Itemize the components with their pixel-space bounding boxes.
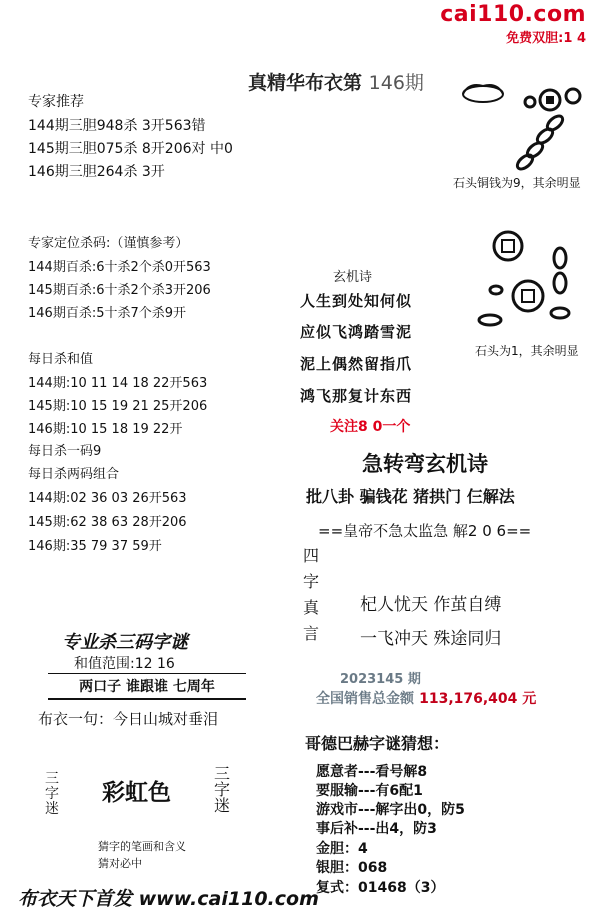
gold-dan: 金胆：4 bbox=[316, 841, 368, 857]
expert-row: 144期三胆948杀 3开563错 bbox=[28, 118, 206, 134]
three-char-left bbox=[44, 772, 60, 817]
banner-line: 两口子 谁跟谁 七周年 bbox=[48, 673, 246, 700]
goedel-row: 事后补---出4，防3 bbox=[316, 821, 437, 837]
position-kill-heading: 专家定位杀码:（谨慎参考） bbox=[28, 236, 189, 251]
stats-amount: 113,176,404 元 bbox=[419, 691, 537, 707]
four-words-line: 杞人忧天 作茧自缚 bbox=[360, 595, 502, 615]
daily-sum-row: 146期:10 15 18 19 22开 bbox=[28, 422, 183, 437]
expert-row: 145期三胆075杀 8开206对 中0 bbox=[28, 141, 233, 157]
stats-line bbox=[316, 688, 536, 708]
daily-kill-one: 每日杀一码9 bbox=[28, 444, 102, 459]
three-char-left-char: 迷 bbox=[45, 801, 59, 817]
position-kill-row: 146期百杀:5十杀7个杀9开 bbox=[28, 306, 187, 321]
three-char-right-char: 迷 bbox=[214, 796, 231, 815]
free-double-label: 免费双胆:1 4 bbox=[506, 31, 586, 46]
daily-combo-row: 144期:02 36 03 26开563 bbox=[28, 491, 187, 506]
riddle-hint: 猜字的笔画和含义 bbox=[98, 840, 186, 853]
xuanji-line: 鸿飞那复计东西 bbox=[300, 387, 413, 405]
daily-combo-row: 146期:35 79 37 59开 bbox=[28, 539, 162, 554]
three-char-right-char: 字 bbox=[214, 780, 231, 799]
daily-sum-row: 144期:10 11 14 18 22开563 bbox=[28, 376, 208, 391]
three-char-left-char: 字 bbox=[45, 786, 59, 802]
three-char-right-char: 三 bbox=[214, 764, 231, 783]
daily-combo-heading: 每日杀两码组合 bbox=[28, 467, 120, 482]
goedel-row: 要服输---有6配1 bbox=[316, 783, 423, 799]
position-kill-row: 144期百杀:6十杀2个杀0开563 bbox=[28, 260, 211, 275]
sum-range: 和值范围:12 16 bbox=[74, 656, 175, 672]
daily-sum-row: 145期:10 15 19 21 25开206 bbox=[28, 399, 208, 414]
daily-combo-row: 145期:62 38 63 28开206 bbox=[28, 515, 187, 530]
follow-label: 关注8 0一个 bbox=[330, 419, 411, 435]
xuanji-line: 人生到处知何似 bbox=[300, 292, 413, 310]
expert-heading: 专家推荐 bbox=[28, 94, 84, 110]
goedel-row: 游戏市---解字出0，防5 bbox=[316, 802, 465, 818]
site-logo: cai110.com bbox=[440, 2, 586, 27]
position-kill-row: 145期百杀:6十杀2个杀3开206 bbox=[28, 283, 211, 298]
riddle-center: 彩虹色 bbox=[102, 780, 171, 806]
jizhuan-riddle: ==皇帝不急太监急 解2 0 6== bbox=[318, 522, 532, 540]
four-words-char: 真 bbox=[303, 598, 320, 617]
xuanji-line: 泥上偶然留指爪 bbox=[300, 355, 413, 373]
goedel-heading: 哥德巴赫字谜猜想： bbox=[305, 734, 450, 753]
compound-form: 复式：01468（3） bbox=[316, 880, 445, 896]
coin-chain-illustration-bottom bbox=[468, 228, 588, 336]
buyi-sentence: 布衣一句：今日山城对垂泪 bbox=[38, 710, 219, 728]
jizhuan-line: 批八卦 骗钱花 猪拱门 仨解法 bbox=[306, 487, 515, 506]
xuanji-line: 应似飞鸿踏雪泥 bbox=[300, 323, 413, 341]
four-words-char: 四 bbox=[303, 546, 320, 565]
title-issue: 146期 bbox=[368, 72, 424, 94]
three-char-left-char: 三 bbox=[45, 771, 59, 787]
riddle-hint: 猜对必中 bbox=[98, 857, 142, 870]
goedel-row: 愿意者---看号解8 bbox=[316, 764, 428, 780]
xuanji-heading: 玄机诗 bbox=[333, 270, 373, 285]
silver-dan: 银胆：068 bbox=[316, 860, 388, 876]
stats-label: 全国销售总金额 bbox=[316, 691, 414, 707]
jizhuan-heading: 急转弯玄机诗 bbox=[362, 452, 488, 476]
coin-chain-illustration-top bbox=[455, 78, 595, 173]
four-words-line: 一飞冲天 殊途同归 bbox=[360, 629, 502, 649]
riddle-sign-title: 专业杀三码字谜 bbox=[62, 632, 188, 653]
stats-issue: 2023145 期 bbox=[340, 672, 421, 687]
page-title bbox=[248, 68, 424, 95]
illustration-bottom-caption: 石头为1，其余明显 bbox=[475, 344, 579, 358]
four-words-label bbox=[303, 543, 323, 647]
daily-sum-heading: 每日杀和值 bbox=[28, 352, 94, 367]
title-main: 真精华布衣第 bbox=[248, 72, 363, 94]
four-words-char: 字 bbox=[303, 572, 320, 591]
illustration-top-caption: 石头铜钱为9，其余明显 bbox=[453, 176, 581, 190]
footer-site: 布衣天下首发 www.cai110.com bbox=[18, 888, 319, 910]
expert-row: 146期三胆264杀 3开 bbox=[28, 164, 165, 180]
four-words-char: 言 bbox=[303, 624, 320, 643]
three-char-right bbox=[214, 766, 230, 814]
